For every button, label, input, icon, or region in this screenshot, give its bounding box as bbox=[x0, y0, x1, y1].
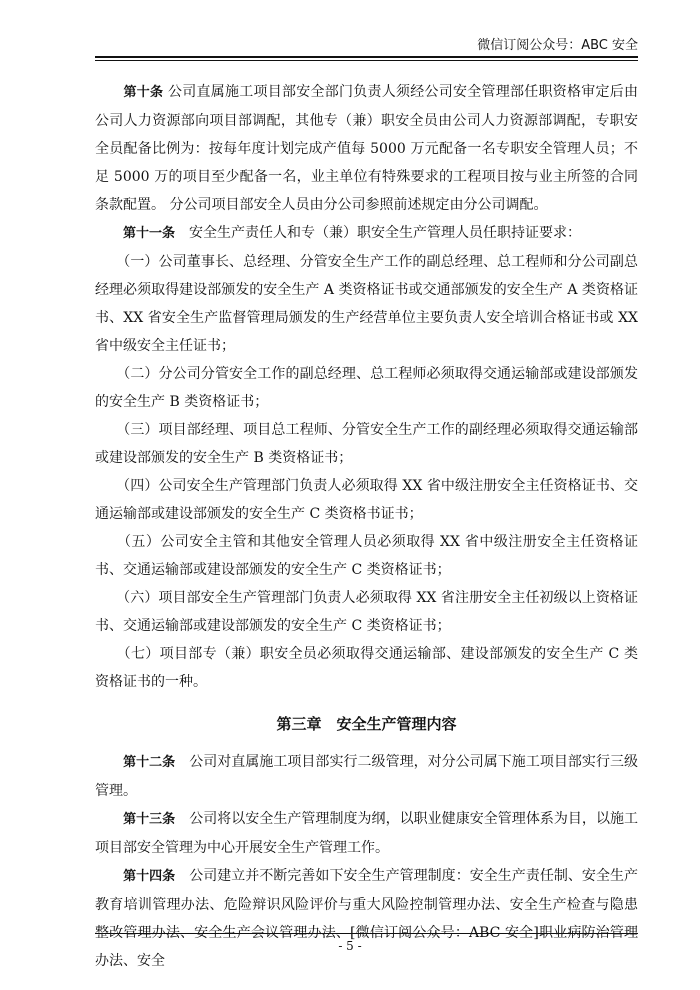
article-label: 第十三条 bbox=[123, 812, 176, 827]
list-item: （四）公司安全生产管理部门负责人必须取得 XX 省中级注册安全主任资格证书、交通运输部或建设部颁发的安全生产 C 类资格书证书； bbox=[95, 478, 638, 522]
article-14 bbox=[95, 862, 638, 975]
list-item: （七）项目部专（兼）职安全员必须取得交通运输部、建设部颁发的安全生产 C 类资格证书的一种。 bbox=[95, 646, 638, 690]
list-item: （五）公司安全主管和其他安全管理人员必须取得 XX 省中级注册安全主任资格证书、交通运输部或建设部颁发的安全生产 C 类资格证书； bbox=[95, 534, 638, 578]
article-10 bbox=[95, 78, 638, 219]
article-label: 第十一条 bbox=[123, 226, 176, 241]
article-text: 公司直属施工项目部安全部门负责人须经公司安全管理部任职资格审定后由公司人力资源部向项目部调配，其他专（兼）职安全员由公司人力资源部调配，专职安全员配备比例为：按每年度计划完成产值每 5000 万元配备一名专职安全管理人员；不足 5000 万的项目至少配备一名，业主单位有特殊要求的工程项目按与业主所签的合同条款配置。 分公司项目部安全人员由分公司参照前述规定由分公司调配。 bbox=[95, 84, 639, 213]
footer-rule bbox=[95, 933, 638, 934]
list-item: （三）项目部经理、项目总工程师、分管安全生产工作的副经理必须取得交通运输部或建设部颁发的安全生产 B 类资格证书； bbox=[95, 422, 639, 466]
chapter-title: 第三章 安全生产管理内容 bbox=[276, 715, 457, 733]
article-text: 公司将以安全生产管理制度为纲，以职业健康安全管理体系为目，以施工项目部安全管理为中心开展安全生产管理工作。 bbox=[95, 811, 639, 856]
list-item: （一）公司董事长、总经理、分管安全生产工作的副总经理、总工程师和分公司副总经理必须取得建设部颁发的安全生产 A 类资格证书或交通部颁发的安全生产 A 类资格证书、XX 省安全生产监督管理局颁发的生产经营单位主要负责人安全培训合格证书或 XX 省中级安全主任证书； bbox=[95, 254, 639, 354]
article-text: 安全生产责任人和专（兼）职安全生产管理人员任职持证要求： bbox=[189, 225, 582, 241]
article-label: 第十四条 bbox=[123, 869, 176, 884]
article-11 bbox=[95, 219, 638, 248]
list-item: （二）分公司分管安全工作的副总经理、总工程师必须取得交通运输部或建设部颁发的安全生产 B 类资格证书； bbox=[95, 366, 639, 410]
header-rule-thin bbox=[95, 60, 638, 61]
article-text: 公司对直属施工项目部实行二级管理，对分公司属下施工项目部实行三级管理。 bbox=[95, 754, 639, 799]
article-12 bbox=[95, 748, 638, 805]
header-rule bbox=[95, 56, 638, 58]
article-13 bbox=[95, 805, 638, 862]
article-label: 第十二条 bbox=[123, 755, 176, 770]
list-item: （六）项目部安全生产管理部门负责人必须取得 XX 省注册安全主任初级以上资格证书、交通运输部或建设部颁发的安全生产 C 类资格证书； bbox=[95, 590, 638, 634]
page-header: 微信订阅公众号：ABC 安全 bbox=[477, 38, 638, 53]
article-label: 第十条 bbox=[123, 85, 164, 100]
article-text: 公司建立并不断完善如下安全生产管理制度：安全生产责任制、安全生产教育培训管理办法、危险辩识风险评价与重大风险控制管理办法、安全生产检查与隐患整改管理办法、安全生产会议管理办法、[微信订阅公众号：ABC 安全]职业病防治管理办法、安全 bbox=[95, 868, 639, 969]
page-number: - 5 - bbox=[338, 939, 362, 953]
document-body bbox=[95, 78, 638, 975]
